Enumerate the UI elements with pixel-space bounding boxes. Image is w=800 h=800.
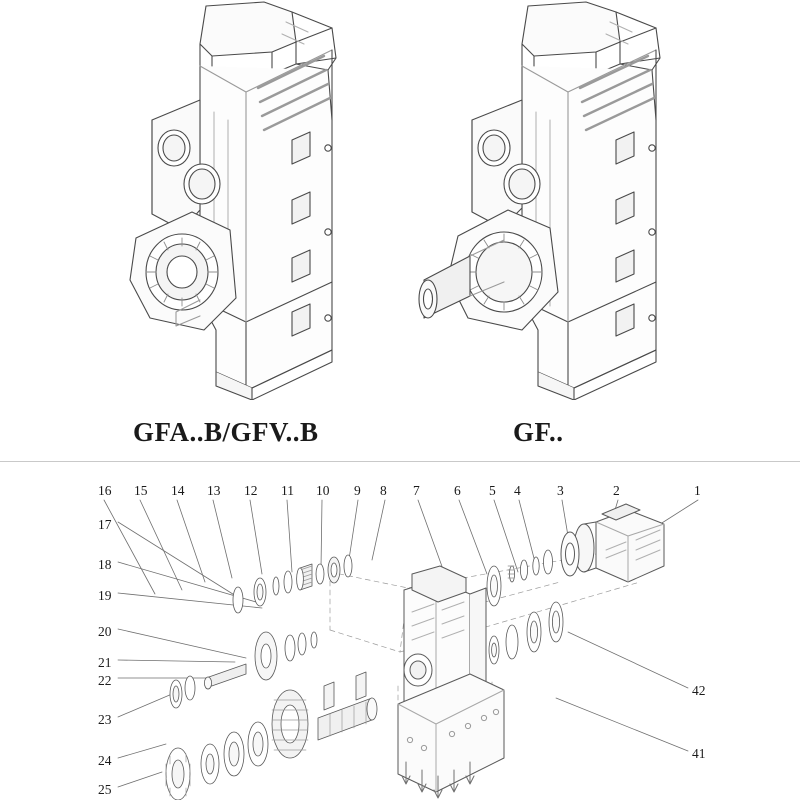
callout-13: 13 [207,483,221,498]
callout-5: 5 [489,483,496,498]
callout-8: 8 [380,483,387,498]
callout-24: 24 [98,753,112,768]
callout-15: 15 [134,483,148,498]
callout-25: 25 [98,782,112,797]
callout-19: 19 [98,588,112,603]
gf-gearbox-isometric [410,0,720,400]
callout-42: 42 [692,683,706,698]
gfab-gfvb-gearbox-isometric [96,0,396,400]
callout-7: 7 [413,483,420,498]
callout-41: 41 [692,746,706,761]
caption-gf: GF.. [513,417,564,447]
caption-gfab-gfvb: GFA..B/GFV..B [133,417,319,447]
callout-18: 18 [98,557,112,572]
callout-3: 3 [557,483,564,498]
callout-21: 21 [98,655,112,670]
callout-12: 12 [244,483,258,498]
callout-11: 11 [281,483,294,498]
callout-1: 1 [694,483,701,498]
callout-4: 4 [514,483,521,498]
callout-20: 20 [98,624,112,639]
callout-17: 17 [98,517,112,532]
callout-6: 6 [454,483,461,498]
callout-23: 23 [98,712,112,727]
callout-10: 10 [316,483,330,498]
callout-2: 2 [613,483,620,498]
callout-16: 16 [98,483,112,498]
callout-9: 9 [354,483,361,498]
callout-22: 22 [98,673,112,688]
exploded-parts-diagram [0,462,800,800]
callout-14: 14 [171,483,185,498]
